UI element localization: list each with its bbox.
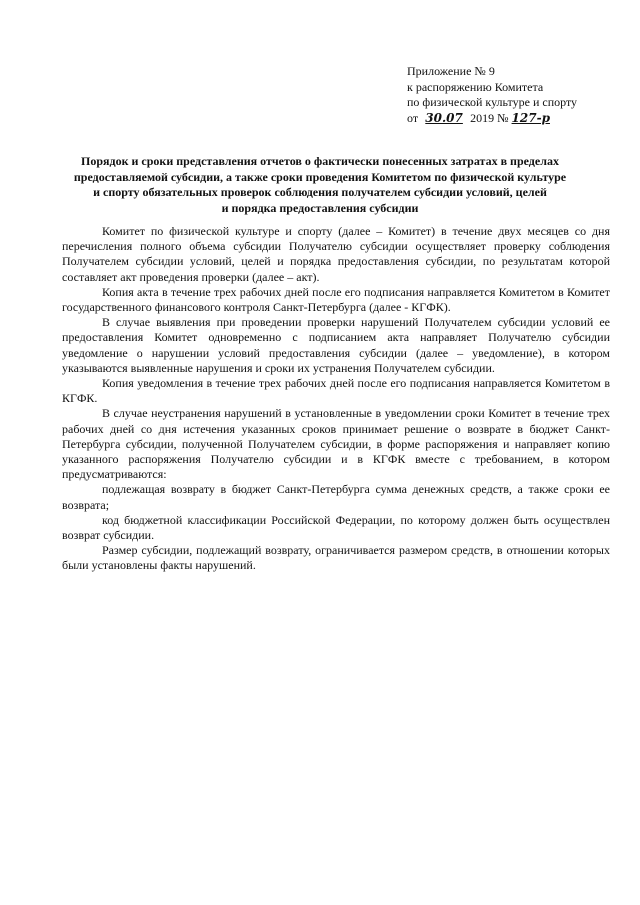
appendix-order-ref: к распоряжению Комитета	[407, 79, 544, 94]
date-prefix: от	[407, 110, 419, 125]
title-line: и порядка предоставления субсидии	[221, 200, 419, 215]
document-body	[62, 224, 610, 574]
appendix-date-line	[407, 111, 577, 127]
appendix-number: Приложение № 9	[407, 64, 495, 78]
title-line: и спорту обязательных проверок соблюдения получателем субсидии условий, целей	[93, 185, 547, 199]
paragraph: Копия акта в течение трех рабочих дней после его подписания направляется Комитетом в Комитет государственного финансового контроля Санкт-Петербурга (далее - КГФК).	[62, 284, 610, 315]
title-line: предоставляемой субсидии, а также сроки проведения Комитетом по физической культуре	[73, 169, 567, 184]
document-title	[62, 154, 578, 216]
paragraph: подлежащая возврату в бюджет Санкт-Петербурга сумма денежных средств, а также сроки ее возврата;	[62, 482, 610, 512]
paragraph: В случае выявления при проведении проверки нарушений Получателем субсидии условий ее предоставления Комитет одновременно с подписанием акта направляет Получателю субсидии уведомление о нарушении условий предоставления субсидии (далее – уведомление), в котором указываются выявленные нарушения и сроки их устранения Получателем субсидии.	[62, 315, 610, 375]
date-year: 2019 №	[470, 110, 509, 125]
handwritten-number: 127-р	[511, 110, 550, 125]
paragraph: Копия уведомления в течение трех рабочих дней после его подписания направляется Комитетом в КГФК.	[62, 376, 610, 406]
paragraph: В случае неустранения нарушений в установленные в уведомлении сроки Комитет в течение трех рабочих дней со дня истечения указанных сроков принимает решение о возврате в бюджет Санкт-Петербурга субсидии, полученной Получателем субсидии, в форме распоряжения и направляет копию указанного распоряжения Получателю субсидии и в КГФК вместе с требованием, в котором предусматриваются:	[62, 406, 610, 482]
paragraph: Размер субсидии, подлежащий возврату, ограничивается размером средств, в отношении которых были установлены факты нарушений.	[62, 543, 610, 573]
paragraph: Комитет по физической культуре и спорту (далее – Комитет) в течение двух месяцев со дня перечисления полного объема субсидии Получателю субсидии осуществляет проверку соблюдения Получателем субсидии условий, целей и порядка предоставления субсидии, по результатам которой составляет акт проведения проверки (далее – акт).	[62, 224, 610, 284]
handwritten-date: 30.07	[425, 110, 463, 125]
appendix-block	[407, 64, 577, 126]
paragraph: код бюджетной классификации Российской Федерации, по которому должен быть осуществлен возврат субсидии.	[62, 512, 610, 543]
appendix-committee: по физической культуре и спорту	[407, 95, 578, 109]
title-line: Порядок и сроки представления отчетов о фактически понесенных затратах в пределах	[81, 154, 559, 168]
